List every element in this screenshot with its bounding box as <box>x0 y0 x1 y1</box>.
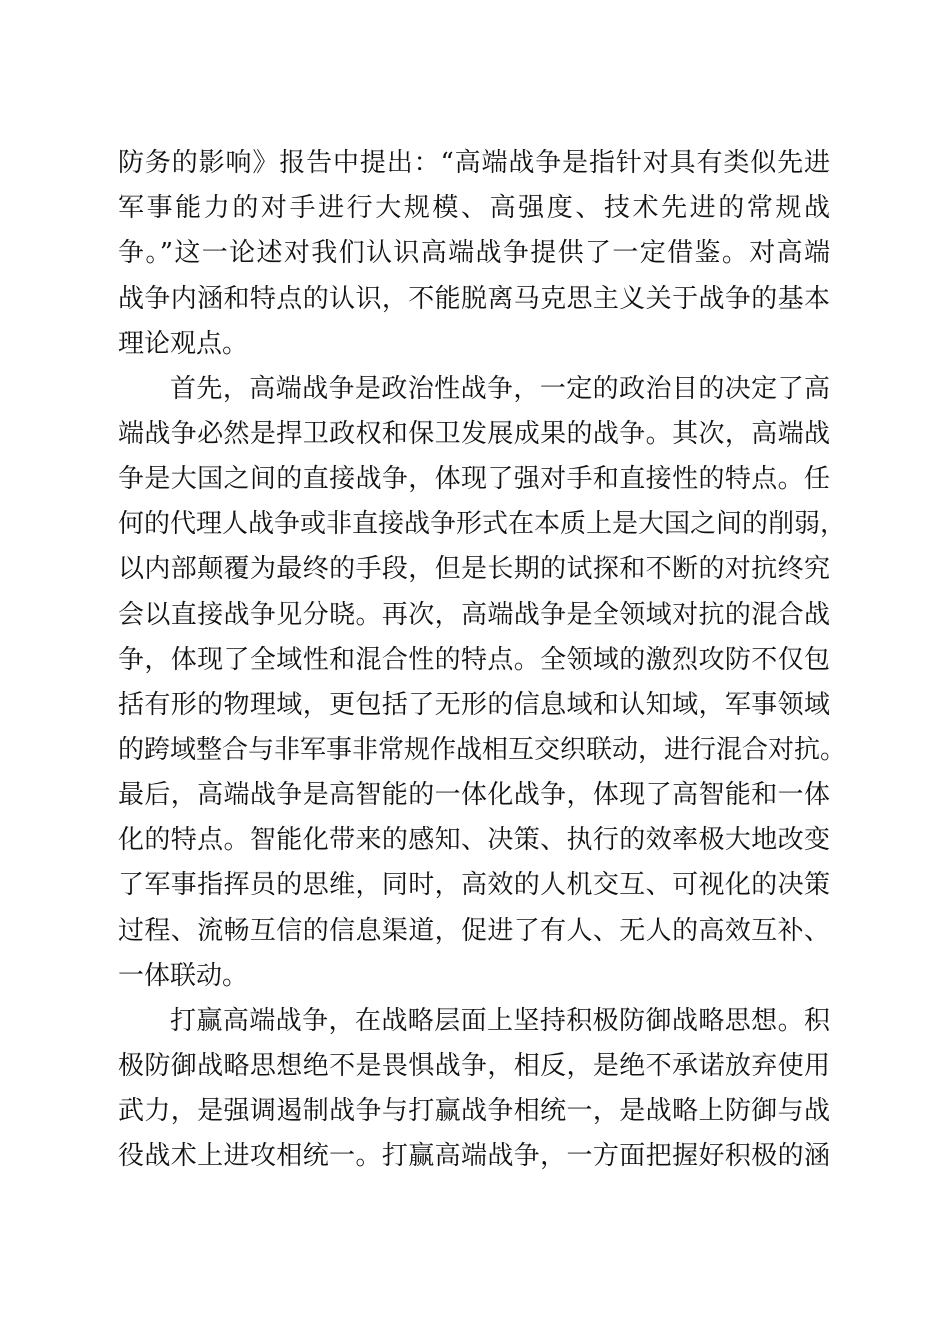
text-line: 争是大国之间的直接战争，体现了强对手和直接性的特点。任 <box>118 464 830 494</box>
text-line: 化的特点。智能化带来的感知、决策、执行的效率极大地改变 <box>118 825 830 855</box>
text-line: 争，体现了全域性和混合性的特点。全领域的激烈攻防不仅包 <box>118 645 830 675</box>
text-line: 何的代理人战争或非直接战争形式在本质上是大国之间的削弱， <box>118 509 847 539</box>
text-line: 武力，是强调遏制战争与打赢战争相统一，是战略上防御与战 <box>118 1096 830 1126</box>
text-line: 一体联动。 <box>118 961 249 991</box>
text-line: 端战争必然是捍卫政权和保卫发展成果的战争。其次，高端战 <box>118 419 830 449</box>
text-line: 以内部颠覆为最终的手段，但是长期的试探和不断的对抗终究 <box>118 554 830 584</box>
text-line: 过程、流畅互信的信息渠道，促进了有人、无人的高效互补、 <box>118 916 830 946</box>
text-line: 括有形的物理域，更包括了无形的信息域和认知域，军事领域 <box>118 690 830 720</box>
text-line: 战争内涵和特点的认识，不能脱离马克思主义关于战争的基本 <box>118 284 830 314</box>
text-line: 了军事指挥员的思维，同时，高效的人机交互、可视化的决策 <box>118 870 830 900</box>
paragraph-first-line: 首先，高端战争是政治性战争，一定的政治目的决定了高 <box>170 374 830 404</box>
text-line: 理论观点。 <box>118 329 249 359</box>
text-line: 最后，高端战争是高智能的一体化战争，体现了高智能和一体 <box>118 780 830 810</box>
text-line: 争。”这一论述对我们认识高端战争提供了一定借鉴。对高端 <box>118 238 830 268</box>
text-line: 会以直接战争见分晓。再次，高端战争是全领域对抗的混合战 <box>118 600 830 630</box>
text-line: 军事能力的对手进行大规模、高强度、技术先进的常规战 <box>118 193 830 223</box>
text-line: 的跨域整合与非军事非常规作战相互交织联动，进行混合对抗。 <box>118 735 847 765</box>
text-line: 极防御战略思想绝不是畏惧战争，相反，是绝不承诺放弃使用 <box>118 1051 830 1081</box>
text-line: 防务的影响》报告中提出：“高端战争是指针对具有类似先进 <box>118 148 830 178</box>
paragraph-first-line: 打赢高端战争，在战略层面上坚持积极防御战略思想。积 <box>170 1006 830 1036</box>
text-line: 役战术上进攻相统一。打赢高端战争，一方面把握好积极的涵 <box>118 1141 830 1171</box>
